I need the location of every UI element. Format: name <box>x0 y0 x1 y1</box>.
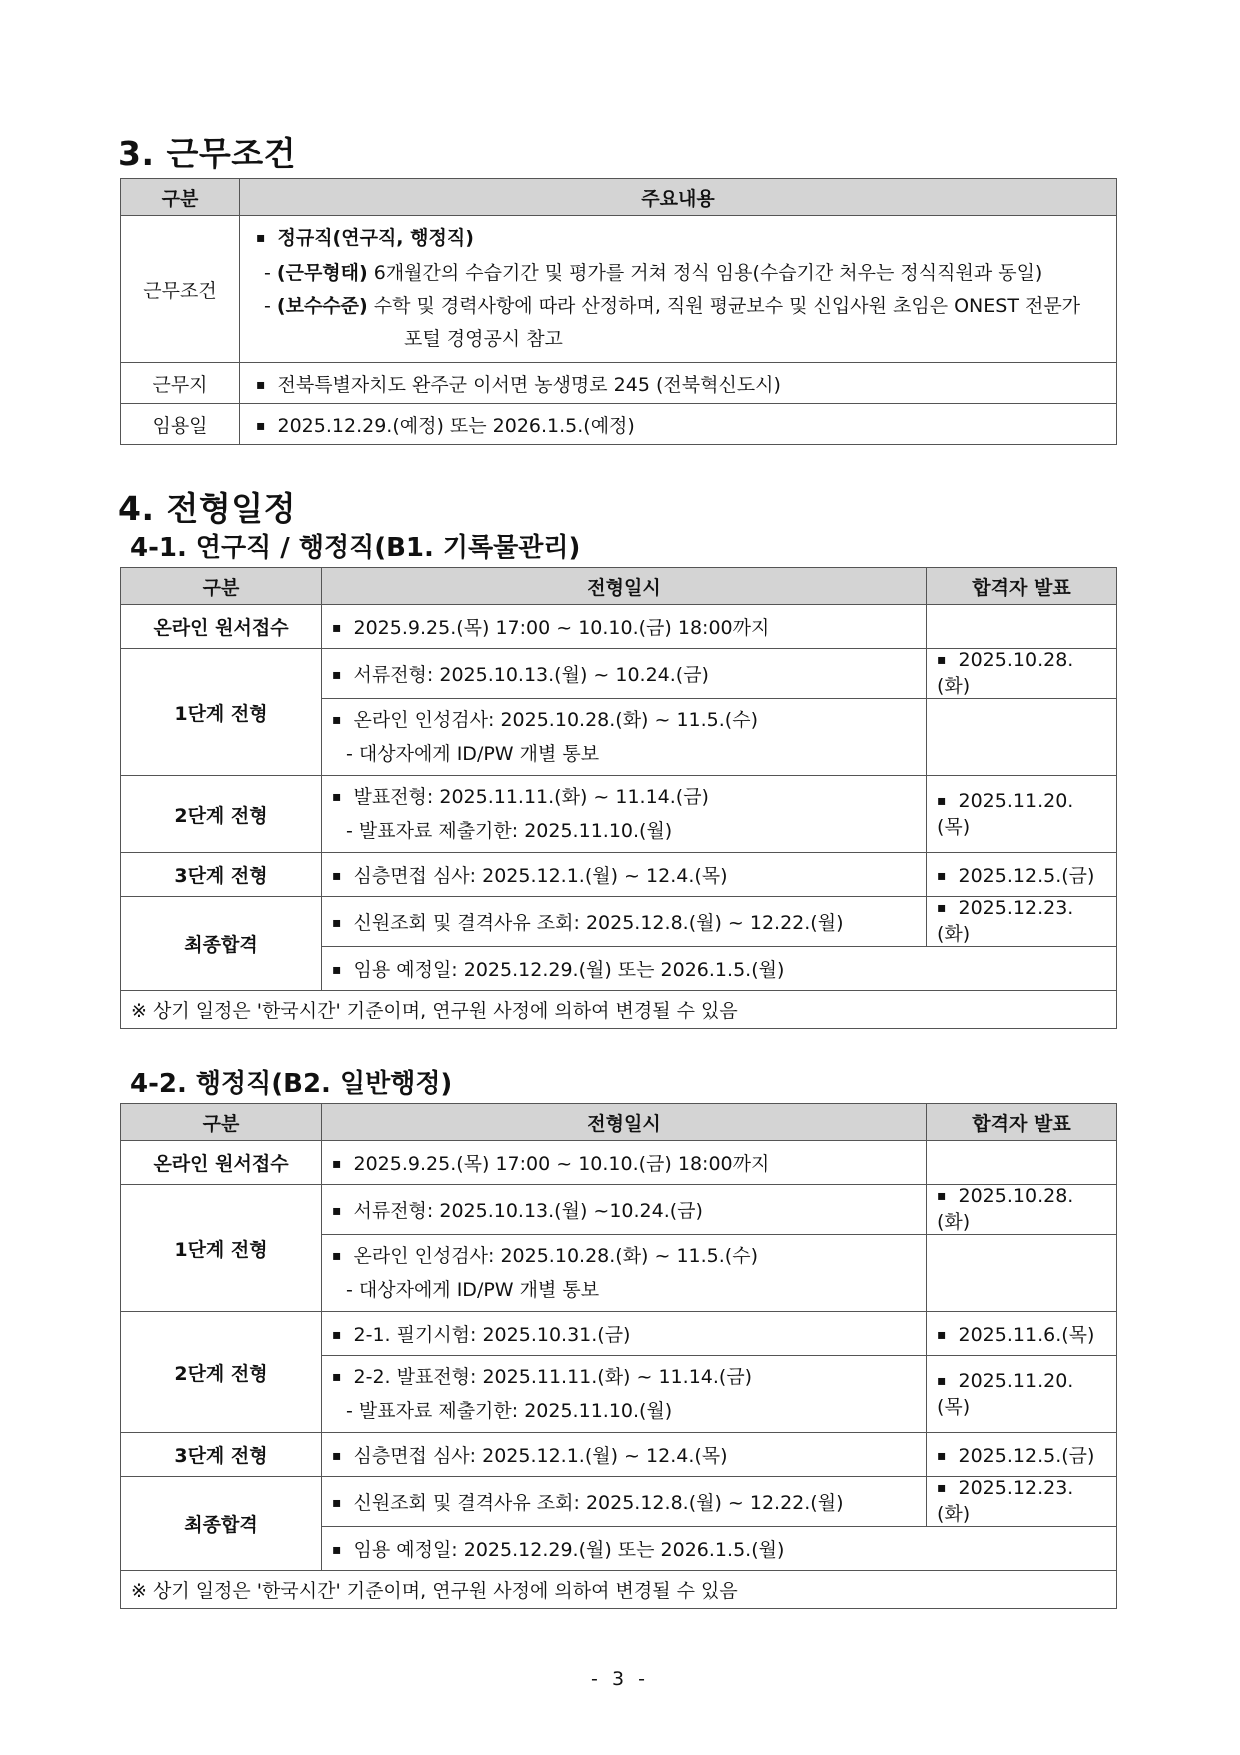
bullet-item <box>937 1185 1073 1233</box>
sub-item: - 발표자료 제출기한: 2025.11.10.(월) <box>346 820 673 842</box>
bullet-text: 2-2. 발표전형: 2025.11.11.(화) ~ 11.14.(금) <box>353 1366 753 1388</box>
note-row <box>121 1571 1117 1609</box>
bullet-text: 2025.12.23.(화) <box>937 897 1074 945</box>
table-row <box>121 897 1117 947</box>
bullet-item <box>332 781 916 815</box>
schedule-cell <box>322 1312 927 1356</box>
table-row <box>121 1433 1117 1477</box>
table-row <box>121 363 1117 404</box>
schedule-note: ※ 상기 일정은 '한국시간' 기준이며, 연구원 사정에 의하여 변경될 수 있음 <box>121 991 1117 1029</box>
sub-item-text: 6개월간의 수습기간 및 평가를 거쳐 정식 임용(수습기간 처우는 정식직원과 동일) <box>367 262 1043 284</box>
bullet-text: 2025.11.20.(목) <box>937 789 1074 838</box>
sub-item-head: (근무형태) <box>276 262 368 284</box>
sub-item-text: 수학 및 경력사항에 따라 산정하며, 직원 평균보수 및 신입사원 초임은 ONEST 전문가 <box>367 295 1081 317</box>
table-row <box>121 216 1117 363</box>
sub-item: - (근무형태) 6개월간의 수습기간 및 평가를 거쳐 정식 임용(수습기간 처우는 정식직원과 동일) <box>264 262 1043 284</box>
result-cell <box>927 1477 1117 1527</box>
result-cell <box>927 1235 1117 1312</box>
row-content <box>240 363 1117 404</box>
schedule-cell <box>322 897 927 947</box>
bullet-item <box>332 1539 784 1561</box>
row-label: 3단계 전형 <box>121 853 322 897</box>
result-cell <box>927 897 1117 947</box>
bullet-text: 신원조회 및 결격사유 조회: 2025.12.8.(월) ~ 12.22.(월) <box>353 1492 844 1514</box>
bullet-text: 2025.12.23.(화) <box>937 1477 1074 1525</box>
row-label: 1단계 전형 <box>121 1185 322 1312</box>
table-row <box>121 776 1117 853</box>
result-cell <box>927 605 1117 649</box>
header-schedule: 전형일시 <box>322 1104 927 1141</box>
bullet-item <box>250 374 781 396</box>
bullet-item <box>250 222 1106 257</box>
schedule-cell <box>322 1141 927 1185</box>
bullet-text: 서류전형: 2025.10.13.(월) ~ 10.24.(금) <box>353 664 709 686</box>
bullet-text: 2025.12.5.(금) <box>958 865 1095 887</box>
row-label: 3단계 전형 <box>121 1433 322 1477</box>
bullet-text: 온라인 인성검사: 2025.10.28.(화) ~ 11.5.(수) <box>353 1245 758 1267</box>
bullet-item <box>937 1477 1073 1525</box>
sub-item: - 발표자료 제출기한: 2025.11.10.(월) <box>346 1400 673 1422</box>
table-row <box>121 649 1117 699</box>
header-category: 구분 <box>121 1104 322 1141</box>
table-header-row <box>121 568 1117 605</box>
bullet-text: 서류전형: 2025.10.13.(월) ~10.24.(금) <box>353 1200 703 1222</box>
bullet-item <box>250 415 635 437</box>
row-label: 온라인 원서접수 <box>121 605 322 649</box>
row-label: 2단계 전형 <box>121 1312 322 1433</box>
bullet-text: 2025.11.6.(목) <box>958 1324 1095 1346</box>
bullet-item <box>332 664 709 686</box>
bullet-text: 2025.10.28.(화) <box>937 1185 1074 1233</box>
bullet-item <box>332 1324 630 1346</box>
table-header-row <box>121 179 1117 216</box>
result-cell <box>927 1356 1117 1433</box>
bullet-item <box>332 1492 843 1514</box>
note-row <box>121 991 1117 1029</box>
bullet-item <box>332 617 769 639</box>
bullet-item <box>937 1370 1073 1418</box>
result-cell <box>927 649 1117 699</box>
schedule-cell <box>322 1185 927 1235</box>
work-conditions-table <box>120 178 1117 445</box>
schedule-cell <box>322 1235 927 1312</box>
table-row <box>121 853 1117 897</box>
bullet-item <box>937 790 1073 838</box>
result-cell <box>927 1433 1117 1477</box>
header-category: 구분 <box>121 568 322 605</box>
schedule-table-b2 <box>120 1103 1117 1609</box>
bullet-text: 2025.9.25.(목) 17:00 ~ 10.10.(금) 18:00까지 <box>353 1153 770 1175</box>
bullet-item <box>332 1153 769 1175</box>
table-row <box>121 404 1117 445</box>
schedule-cell <box>322 1477 927 1527</box>
schedule-cell <box>322 649 927 699</box>
bullet-item <box>332 1445 728 1467</box>
table-row <box>121 1312 1117 1356</box>
schedule-cell <box>322 1433 927 1477</box>
bullet-item <box>332 1240 916 1274</box>
row-label: 온라인 원서접수 <box>121 1141 322 1185</box>
bullet-text: 2-1. 필기시험: 2025.10.31.(금) <box>353 1324 631 1346</box>
section-3-title: 3. 근무조건 <box>118 134 296 173</box>
bullet-item <box>937 897 1073 945</box>
header-category: 구분 <box>121 179 240 216</box>
bullet-item <box>332 1361 916 1395</box>
bullet-text: 임용 예정일: 2025.12.29.(월) 또는 2026.1.5.(월) <box>353 959 785 981</box>
result-cell <box>927 1185 1117 1235</box>
schedule-cell <box>322 1356 927 1433</box>
bullet-text: 2025.9.25.(목) 17:00 ~ 10.10.(금) 18:00까지 <box>353 617 770 639</box>
schedule-cell <box>322 853 927 897</box>
row-label: 2단계 전형 <box>121 776 322 853</box>
row-content <box>240 404 1117 445</box>
schedule-table-b1 <box>120 567 1117 1029</box>
bullet-item <box>332 865 728 887</box>
page-number: - 3 - <box>591 1668 649 1690</box>
bullet-text: 신원조회 및 결격사유 조회: 2025.12.8.(월) ~ 12.22.(월) <box>353 912 844 934</box>
result-cell <box>927 853 1117 897</box>
bullet-item <box>937 649 1073 697</box>
sub-item: - 대상자에게 ID/PW 개별 통보 <box>346 743 600 765</box>
header-announcement: 합격자 발표 <box>927 568 1117 605</box>
bullet-text: 정규직(연구직, 행정직) <box>277 227 474 249</box>
row-label: 근무조건 <box>121 216 240 363</box>
bullet-text: 전북특별자치도 완주군 이서면 농생명로 245 (전북혁신도시) <box>277 373 781 396</box>
table-row <box>121 605 1117 649</box>
bullet-text: 2025.12.5.(금) <box>958 1445 1095 1467</box>
bullet-text: 심층면접 심사: 2025.12.1.(월) ~ 12.4.(목) <box>353 1445 728 1467</box>
row-label: 근무지 <box>121 363 240 404</box>
schedule-cell <box>322 1527 1117 1571</box>
bullet-item <box>332 959 784 981</box>
bullet-text: 2025.11.20.(목) <box>937 1369 1074 1418</box>
sub-item: - 대상자에게 ID/PW 개별 통보 <box>346 1279 600 1301</box>
bullet-item <box>937 1324 1094 1346</box>
schedule-cell <box>322 605 927 649</box>
row-label: 최종합격 <box>121 897 322 991</box>
sub-item-continuation: 포털 경영공시 참고 <box>404 328 563 350</box>
table-row <box>121 1141 1117 1185</box>
subsection-4-1-title: 4-1. 연구직 / 행정직(B1. 기록물관리) <box>130 533 581 563</box>
bullet-item <box>332 704 916 738</box>
header-content: 주요내용 <box>240 179 1117 216</box>
section-4-title: 4. 전형일정 <box>118 489 296 528</box>
bullet-text: 임용 예정일: 2025.12.29.(월) 또는 2026.1.5.(월) <box>353 1539 785 1561</box>
row-label: 임용일 <box>121 404 240 445</box>
schedule-note: ※ 상기 일정은 '한국시간' 기준이며, 연구원 사정에 의하여 변경될 수 있음 <box>121 1571 1117 1609</box>
schedule-cell <box>322 699 927 776</box>
schedule-cell <box>322 947 1117 991</box>
bullet-text: 2025.12.29.(예정) 또는 2026.1.5.(예정) <box>277 414 635 437</box>
bullet-item <box>332 912 843 934</box>
row-label: 최종합격 <box>121 1477 322 1571</box>
table-row <box>121 1477 1117 1527</box>
row-label: 1단계 전형 <box>121 649 322 776</box>
result-cell <box>927 776 1117 853</box>
header-announcement: 합격자 발표 <box>927 1104 1117 1141</box>
bullet-text: 온라인 인성검사: 2025.10.28.(화) ~ 11.5.(수) <box>353 709 758 731</box>
table-row <box>121 1185 1117 1235</box>
bullet-item <box>937 1445 1094 1467</box>
table-header-row <box>121 1104 1117 1141</box>
bullet-text: 심층면접 심사: 2025.12.1.(월) ~ 12.4.(목) <box>353 865 728 887</box>
sub-item-head: (보수수준) <box>276 295 368 317</box>
row-content <box>240 216 1117 363</box>
result-cell <box>927 1312 1117 1356</box>
subsection-4-2-title: 4-2. 행정직(B2. 일반행정) <box>130 1069 453 1099</box>
bullet-text: 발표전형: 2025.11.11.(화) ~ 11.14.(금) <box>353 786 709 808</box>
schedule-cell <box>322 776 927 853</box>
result-cell <box>927 699 1117 776</box>
sub-item: - (보수수준) 수학 및 경력사항에 따라 산정하며, 직원 평균보수 및 신입사원 초임은 ONEST 전문가 <box>264 295 1081 317</box>
bullet-item <box>332 1200 703 1222</box>
header-schedule: 전형일시 <box>322 568 927 605</box>
bullet-item <box>937 865 1094 887</box>
bullet-text: 2025.10.28.(화) <box>937 649 1074 697</box>
result-cell <box>927 1141 1117 1185</box>
